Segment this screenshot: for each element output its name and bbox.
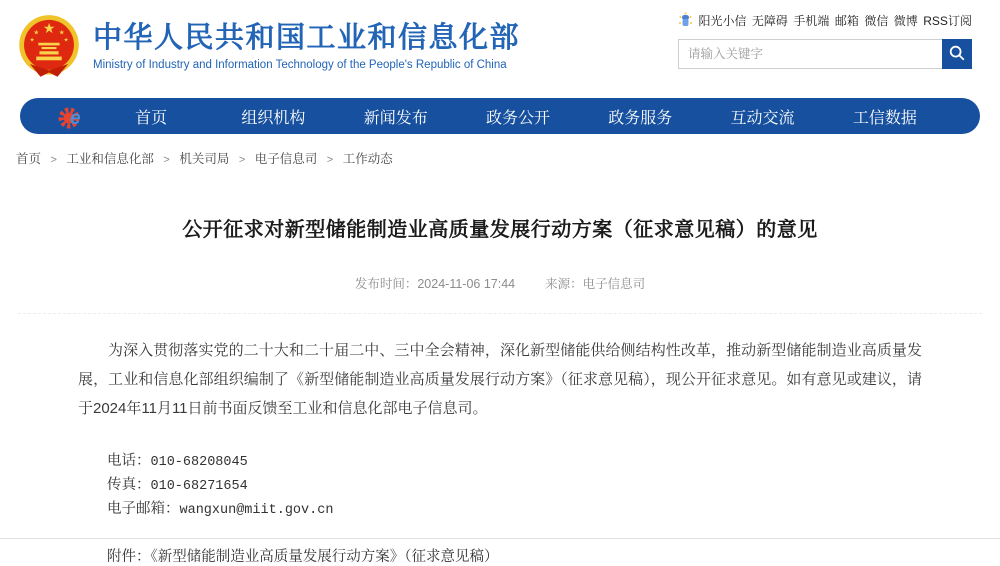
contact-email [78, 498, 922, 522]
breadcrumb-separator: > [163, 154, 170, 166]
site-brand [15, 13, 520, 81]
site-title: 中华人民共和国工业和信息化部 [93, 22, 521, 54]
source-label: 来源： [545, 277, 583, 291]
quick-link-accessibility[interactable]: 无障碍 [751, 14, 788, 28]
breadcrumb [16, 149, 1000, 167]
search-input[interactable] [678, 39, 942, 69]
svg-text:★: ★ [58, 29, 65, 37]
breadcrumb-departments[interactable]: 机关司局 [179, 152, 230, 166]
attachment-row [78, 545, 922, 566]
email-label: 电子邮箱： [107, 501, 180, 517]
svg-text:e: e [70, 108, 81, 129]
attachment-link[interactable]: 附件：《新型储能制造业高质量发展行动方案》（征求意见稿） [107, 549, 499, 565]
miit-gear-logo-icon[interactable] [58, 102, 86, 130]
quick-link-yangguangxiaoxin[interactable]: 阳光小信 [698, 14, 747, 28]
contact-fax [78, 474, 922, 498]
email-value: wangxun@miit.gov.cn [179, 503, 334, 518]
national-emblem-icon [15, 13, 83, 81]
nav-item-home[interactable]: 首页 [135, 109, 168, 127]
article-title: 公开征求对新型储能制造业高质量发展行动方案（征求意见稿）的意见 [182, 219, 818, 241]
main-nav [20, 98, 980, 134]
svg-text:★: ★ [63, 37, 69, 44]
svg-text:★: ★ [33, 29, 40, 37]
quick-link-weibo[interactable]: 微博 [893, 14, 918, 28]
article-meta [0, 274, 1000, 292]
quick-link-rss[interactable]: RSS订阅 [923, 14, 972, 28]
fax-value: 010-68271654 [150, 479, 248, 494]
contact-info [78, 450, 922, 522]
header-quick-links [678, 12, 972, 29]
svg-text:★: ★ [29, 37, 35, 44]
nav-item-interaction[interactable]: 互动交流 [730, 109, 795, 127]
search-button[interactable] [942, 39, 972, 69]
search-icon [948, 44, 966, 65]
quick-link-wechat[interactable]: 微信 [864, 14, 889, 28]
quick-link-mail[interactable]: 邮箱 [834, 14, 859, 28]
bottom-divider [0, 538, 1000, 539]
article-paragraph: 为深入贯彻落实党的二十大和二十届二中、三中全会精神，深化新型储能供给侧结构性改革，推动新型储能制造业高质量发展，工业和信息化部组织编制了《新型储能制造业高质量发展行动方案》（征求意见稿），现公开征求意见。如有意见或建议，请于2024年11月11日前书面反馈至工业和信息化部电子信息司。 [78, 342, 922, 417]
site-subtitle: Ministry of Industry and Information Technology of the People's Republic of China [93, 58, 507, 71]
sunshine-mascot-icon [678, 12, 693, 29]
publish-time-value: 2024-11-06 17:44 [417, 277, 516, 291]
meta-divider [18, 313, 982, 314]
contact-phone [78, 450, 922, 474]
nav-item-news[interactable]: 新闻发布 [363, 109, 428, 127]
svg-text:★: ★ [42, 20, 56, 37]
breadcrumb-miit[interactable]: 工业和信息化部 [66, 152, 154, 166]
nav-item-organization[interactable]: 组织机构 [241, 109, 306, 127]
breadcrumb-electronics-dept[interactable]: 电子信息司 [254, 152, 318, 166]
breadcrumb-home[interactable]: 首页 [16, 152, 42, 166]
search-bar [678, 39, 972, 69]
nav-item-gov-services[interactable]: 政务服务 [608, 109, 673, 127]
fax-label: 传真： [107, 477, 151, 493]
breadcrumb-current-work-updates: 工作动态 [342, 152, 393, 166]
breadcrumb-separator: > [238, 154, 246, 166]
site-header [0, 0, 1000, 95]
phone-label: 电话： [107, 453, 151, 469]
quick-link-mobile[interactable]: 手机端 [793, 14, 830, 28]
breadcrumb-separator: > [50, 154, 57, 166]
nav-item-gov-openness[interactable]: 政务公开 [485, 109, 550, 127]
source-value: 电子信息司 [582, 277, 646, 291]
phone-value: 010-68208045 [150, 455, 248, 470]
publish-time-label: 发布时间： [354, 277, 418, 291]
breadcrumb-separator: > [326, 154, 334, 166]
nav-item-miit-data[interactable]: 工信数据 [852, 109, 917, 127]
